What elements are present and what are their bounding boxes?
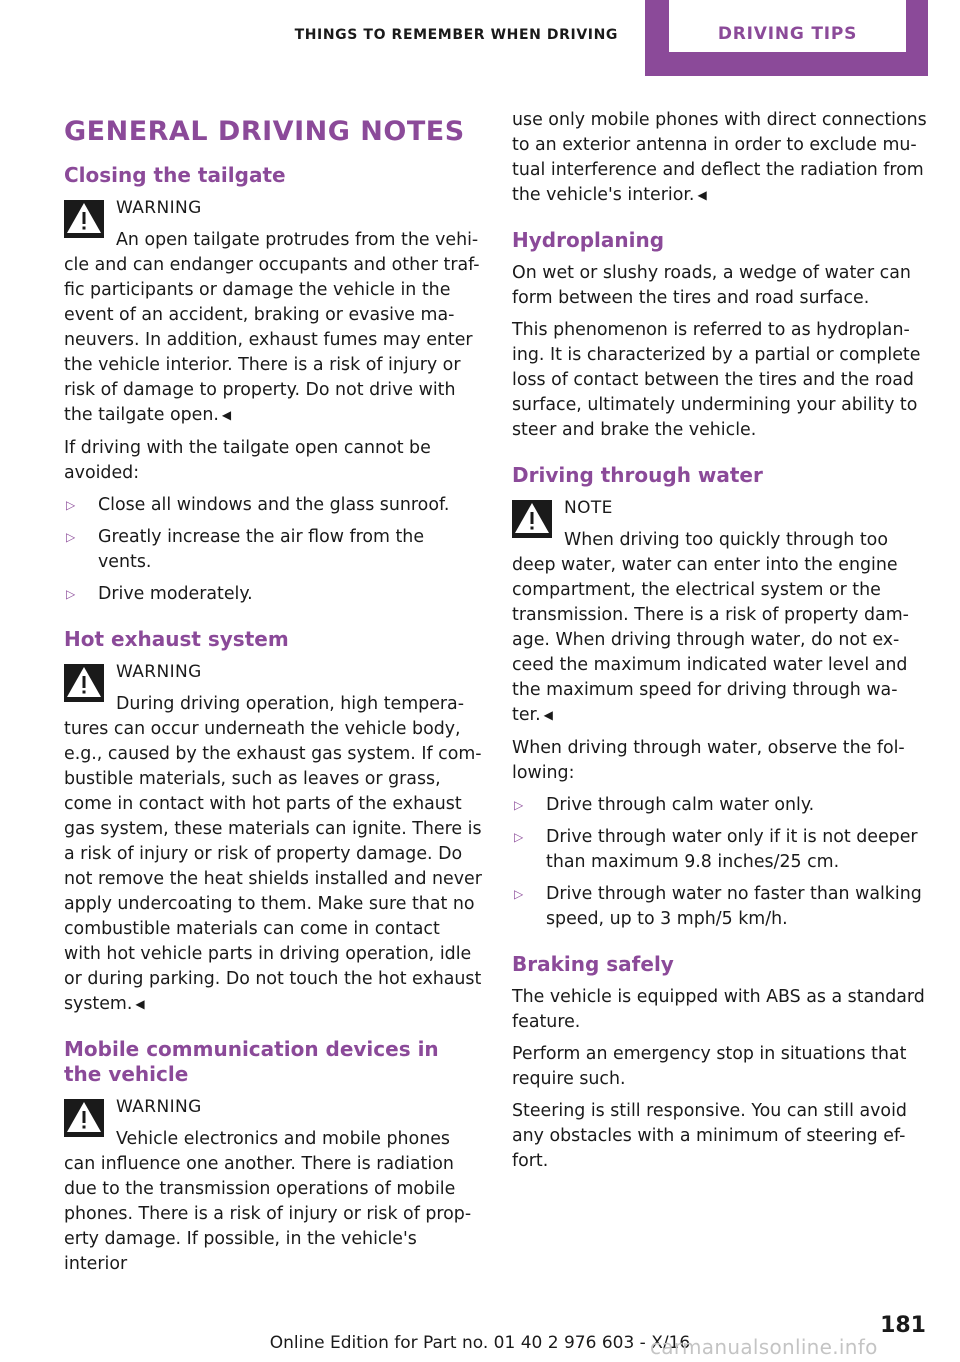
water-list — [512, 793, 930, 932]
heading-mobile-devices: Mobile communication devices in the vehicle — [64, 1037, 439, 1086]
heading-hot-exhaust: Hot exhaust system — [64, 627, 289, 651]
note-block-water — [512, 496, 930, 728]
edition-line: Online Edition for Part no. 01 40 2 976 603 - X/16 — [269, 1333, 691, 1353]
bullet-icon: ▷ — [66, 498, 76, 512]
chapter-tab-label: DRIVING TIPS — [717, 24, 858, 44]
warning-text: Vehicle electronics and mobile phones can influence one another. There is radiation due to the transmission operations of mobile phones. There is a risk of injury or risk of prop-erty damage. If possible, in the vehicle's interior — [64, 1129, 472, 1274]
mobile-warning-continued — [512, 108, 930, 208]
bullet-icon: ▷ — [514, 830, 524, 844]
list-item — [512, 882, 930, 932]
warning-label: WARNING — [116, 662, 202, 682]
list-item-text: Drive through calm water only. — [546, 795, 815, 815]
page-header — [0, 0, 960, 80]
warning-text: An open tailgate protrudes from the vehi-cle and can endanger occupants and other traf-fic participants or damage the vehicle in the event of an accident, braking or evasive ma-neuvers. In addition, exhaust fumes may enter the vehicle interior. There is a risk of injury or risk of damage to property. Do not drive with the tailgate open. — [64, 230, 480, 425]
list-item — [512, 825, 930, 875]
chapter-tab-inner — [669, 0, 906, 52]
bullet-icon: ▷ — [514, 887, 524, 901]
bullet-icon: ▷ — [66, 587, 76, 601]
end-mark: ◀ — [221, 408, 232, 422]
main-title: GENERAL DRIVING NOTES — [64, 116, 465, 147]
end-mark: ◀ — [135, 997, 145, 1011]
warning-triangle-icon — [512, 500, 552, 538]
hydroplaning-p2: This phenomenon is referred to as hydroplan-ing. It is characterized by a partial or complete loss of contact between the tires and the road surface, ultimately undermining your ability to steer and brake the vehicle. — [512, 320, 921, 440]
heading-hydroplaning: Hydroplaning — [512, 228, 665, 252]
braking-p2: Perform an emergency stop in situations that require such. — [512, 1044, 907, 1089]
list-item-text: Drive moderately. — [98, 584, 253, 604]
tailgate-intro: If driving with the tailgate open cannot be avoided: — [64, 438, 431, 483]
braking-p3: Steering is still responsive. You can still avoid any obstacles with a minimum of steering ef-fort. — [512, 1101, 907, 1171]
list-item — [64, 493, 482, 518]
list-item-text: Drive through water only if it is not deeper than maximum 9.8 inches/25 cm. — [546, 827, 918, 872]
list-item-text: Drive through water no faster than walking speed, up to 3 mph/5 km/h. — [546, 884, 922, 929]
warning-block-mobile — [64, 1095, 482, 1277]
hydroplaning-p1: On wet or slushy roads, a wedge of water can form between the tires and road surface. — [512, 263, 911, 308]
mobile-continued-text: use only mobile phones with direct connections to an exterior antenna in order to exclude mu-tual interference and deflect the radiation from the vehicle's interior. — [512, 110, 927, 205]
page-number: 181 — [880, 1313, 926, 1338]
warning-block-tailgate — [64, 196, 482, 428]
warning-text: During driving operation, high tempera-tures can occur underneath the vehicle body, e.g., caused by the exhaust gas system. If com-bustible materials, such as leaves or grass, come in contact with hot parts of the exhaust gas system, these materials can ignite. There is a risk of injury or risk of property damage. Do not remove the heat shields installed and never apply undercoating to them. Make sure that no combustible materials can come in contact with hot vehicle parts in driving operation, idle or during parking. Do not touch the hot exhaust system. — [64, 694, 482, 1014]
warning-block-exhaust — [64, 660, 482, 1017]
warning-label: WARNING — [116, 1097, 202, 1117]
list-item — [512, 793, 930, 818]
water-intro: When driving through water, observe the fol-lowing: — [512, 738, 905, 783]
tailgate-list — [64, 493, 482, 607]
note-text: When driving too quickly through too deep water, water can enter into the engine compartment, the electrical system or the transmission. There is a risk of property dam-age. When driving through water, do not ex-ceed the maximum indicated water level and the maximum speed for driving through wa-ter. — [512, 530, 909, 725]
list-item — [64, 525, 482, 575]
watermark: carmanualsonline.info — [650, 1335, 878, 1359]
heading-braking-safely: Braking safely — [512, 952, 674, 976]
right-column — [512, 108, 930, 1181]
note-label: NOTE — [564, 498, 613, 518]
end-mark: ◀ — [543, 708, 553, 722]
warning-triangle-icon — [64, 1099, 104, 1137]
section-title: THINGS TO REMEMBER WHEN DRIVING — [294, 27, 618, 43]
warning-triangle-icon — [64, 664, 104, 702]
bullet-icon: ▷ — [66, 530, 76, 544]
left-column — [64, 108, 482, 1285]
list-item — [64, 582, 482, 607]
end-mark: ◀ — [697, 188, 707, 202]
warning-triangle-icon — [64, 200, 104, 238]
list-item-text: Close all windows and the glass sunroof. — [98, 495, 450, 515]
bullet-icon: ▷ — [514, 798, 524, 812]
warning-label: WARNING — [116, 198, 202, 218]
chapter-tab[interactable] — [645, 0, 928, 76]
heading-driving-through-water: Driving through water — [512, 463, 763, 487]
braking-p1: The vehicle is equipped with ABS as a standard feature. — [512, 987, 925, 1032]
list-item-text: Greatly increase the air flow from the vents. — [98, 527, 425, 572]
heading-closing-tailgate: Closing the tailgate — [64, 163, 286, 187]
